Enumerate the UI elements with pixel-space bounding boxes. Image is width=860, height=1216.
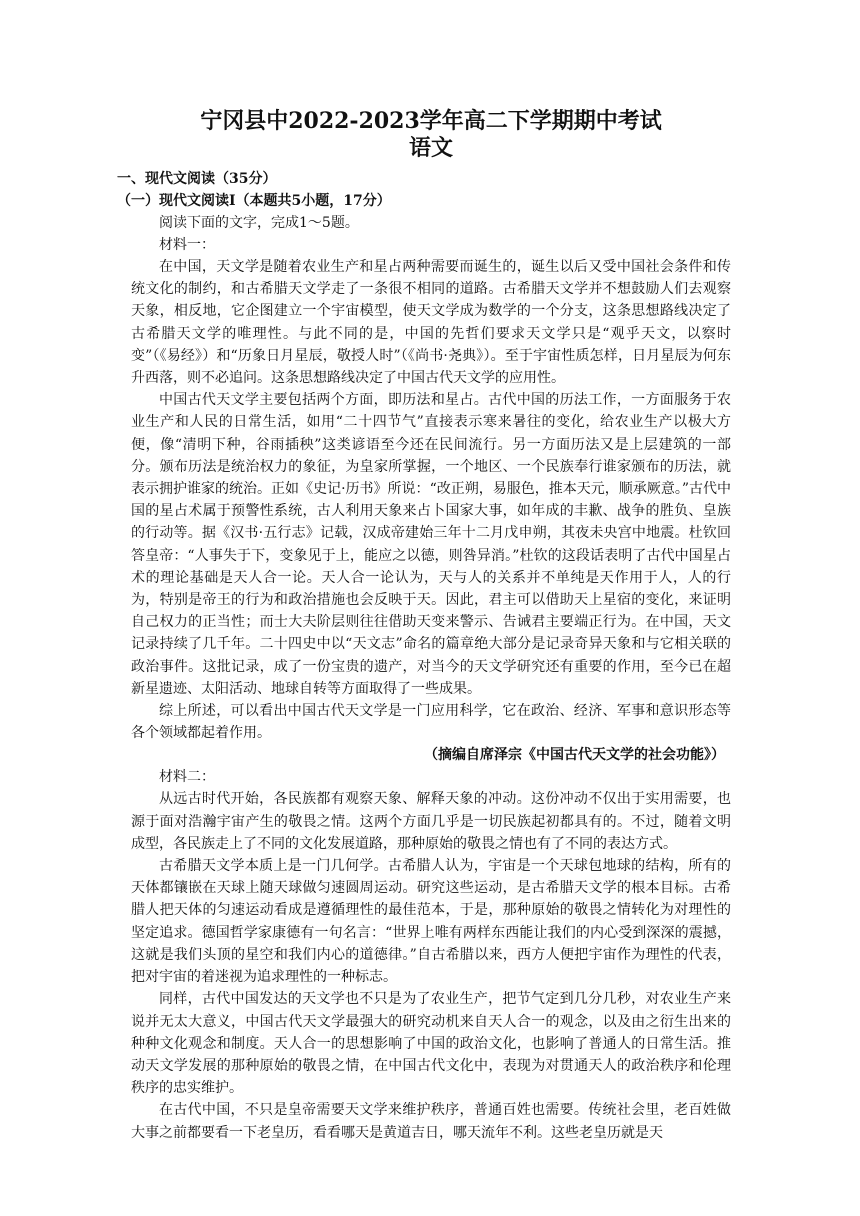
material-one-paragraph-1: 在中国，天文学是随着农业生产和星占两种需要而诞生的，诞生以后又受中国社会条件和传统文化的制约，和古希腊天文学走了一条很不相同的道路。古希腊天文学并不想鼓励人们去观察天象，相反地，它企图建立一个宇宙模型，使天文学成为数学的一个分支，这条思想路线决定了古希腊天文学的唯理性。与此不同的是，中国的先哲们要求天文学只是“观乎天文，以察时变”（《易经》）和“历象日月星辰，敬授人时”（《尚书·尧典》）。至于宇宙性质怎样，日月星辰为何东升西落，则不必追问。这条思想路线决定了中国古代天文学的应用性。 xyxy=(131,259,731,387)
section-heading: 一、现代文阅读（35分） xyxy=(117,171,277,187)
exam-title: 宁冈县中2022-2023学年高二下学期期中考试 xyxy=(200,108,662,134)
material-one-paragraph-2: 中国古代天文学主要包括两个方面，即历法和星占。古代中国的历法工作，一方面服务于农业生产和人民的日常生活，如用“二十四节气”直接表示寒来暑往的变化，给农业生产以极大方便，像“清明下种，谷雨插秧”这类谚语至今还在民间流行。另一方面历法又是上层建筑的一部分。颁布历法是统治权力的象征，为皇家所掌握，一个地区、一个民族奉行谁家颁布的历法，就表示拥护谁家的统治。正如《史记·历书》所说：“改正朔，易服色，推本天元，顺承厥意。”古代中国的星占术属于预警性系统，古人利用天象来占卜国家大事，如年成的丰歉、战争的胜负、皇族的行动等。据《汉书·五行志》记载，汉成帝建始三年十二月戊申朔，其夜未央宫中地震。杜钦回答皇帝：“人事失于下，变象见于上，能应之以德，则咎异消。”杜钦的这段话表明了古代中国星占术的理论基础是天人合一论。天人合一论认为，天与人的关系并不单纯是天作用于人，人的行为，特别是帝王的行为和政治措施也会反映于天。因此，君主可以借助天上星宿的变化，来证明自己权力的正当性；而士大夫阶层则往往借助天变来警示、告诫君主要端正行为。在中国，天文记录持续了几千年。二十四史中以“天文志”命名的篇章绝大部分是记录奇异天象和与它相关联的政治事件。这批记录，成了一份宝贵的遗产，对当今的天文学研究还有重要的作用，至今已在超新星遗迹、太阳活动、地球自转等方面取得了一些成果。 xyxy=(131,392,731,697)
material-one-paragraph-3: 综上所述，可以看出中国古代天文学是一门应用科学，它在政治、经济、军事和意识形态等各个领域都起着作用。 xyxy=(131,703,731,742)
material-two-paragraph-3: 同样，古代中国发达的天文学也不只是为了农业生产，把节气定到几分几秒，对农业生产来说并无太大意义，中国古代天文学最强大的研究动机来自天人合一的观念，以及由之衍生出来的种种文化观念和制度。天人合一的思想影响了中国的政治文化，也影响了普通人的日常生活。推动天文学发展的那种原始的敬畏之情，在中国古代文化中，表现为对贯通天人的政治秩序和伦理秩序的忠实维护。 xyxy=(131,991,731,1097)
material-two-label: 材料二： xyxy=(159,769,215,786)
subject-title: 语文 xyxy=(408,135,453,161)
material-two-paragraph-4: 在古代中国，不只是皇帝需要天文学来维护秩序，普通百姓也需要。传统社会里，老百姓做大事之前都要看一下老皇历，看看哪天是黄道吉日，哪天流年不利。这些老皇历就是天 xyxy=(131,1102,731,1141)
reading-instruction: 阅读下面的文字，完成1～5题。 xyxy=(159,215,359,231)
part-heading: （一）现代文阅读Ⅰ（本题共5小题，17分） xyxy=(117,193,391,209)
document-body xyxy=(117,108,731,1144)
material-two-paragraph-2: 古希腊天文学本质上是一门几何学。古希腊人认为，宇宙是一个天球包地球的结构，所有的天体都镶嵌在天球上随天球做匀速圆周运动。研究这些运动，是古希腊天文学的根本目标。古希腊人把天体的匀速运动看成是遵循理性的最佳范本，于是，那种原始的敬畏之情转化为对理性的坚定追求。德国哲学家康德有一句名言：“世界上唯有两样东西能让我们的内心受到深深的震撼，这就是我们头顶的星空和我们内心的道德律。”自古希腊以来，西方人便把宇宙作为理性的代表，把对宇宙的着迷视为追求理性的一种标志。 xyxy=(131,858,731,986)
material-one-label: 材料一： xyxy=(159,237,215,253)
material-one-source: （摘编自席泽宗《中国古代天文学的社会功能》） xyxy=(424,747,725,764)
material-two-paragraph-1: 从远古时代开始，各民族都有观察天象、解释天象的冲动。这份冲动不仅出于实用需要，也源于面对浩瀚宇宙产生的敬畏之情。这两个方面几乎是一切民族起初都具有的。不过，随着文明成型，各民族走上了不同的文化发展道路，那种原始的敬畏之情也有了不同的表达方式。 xyxy=(131,791,731,852)
